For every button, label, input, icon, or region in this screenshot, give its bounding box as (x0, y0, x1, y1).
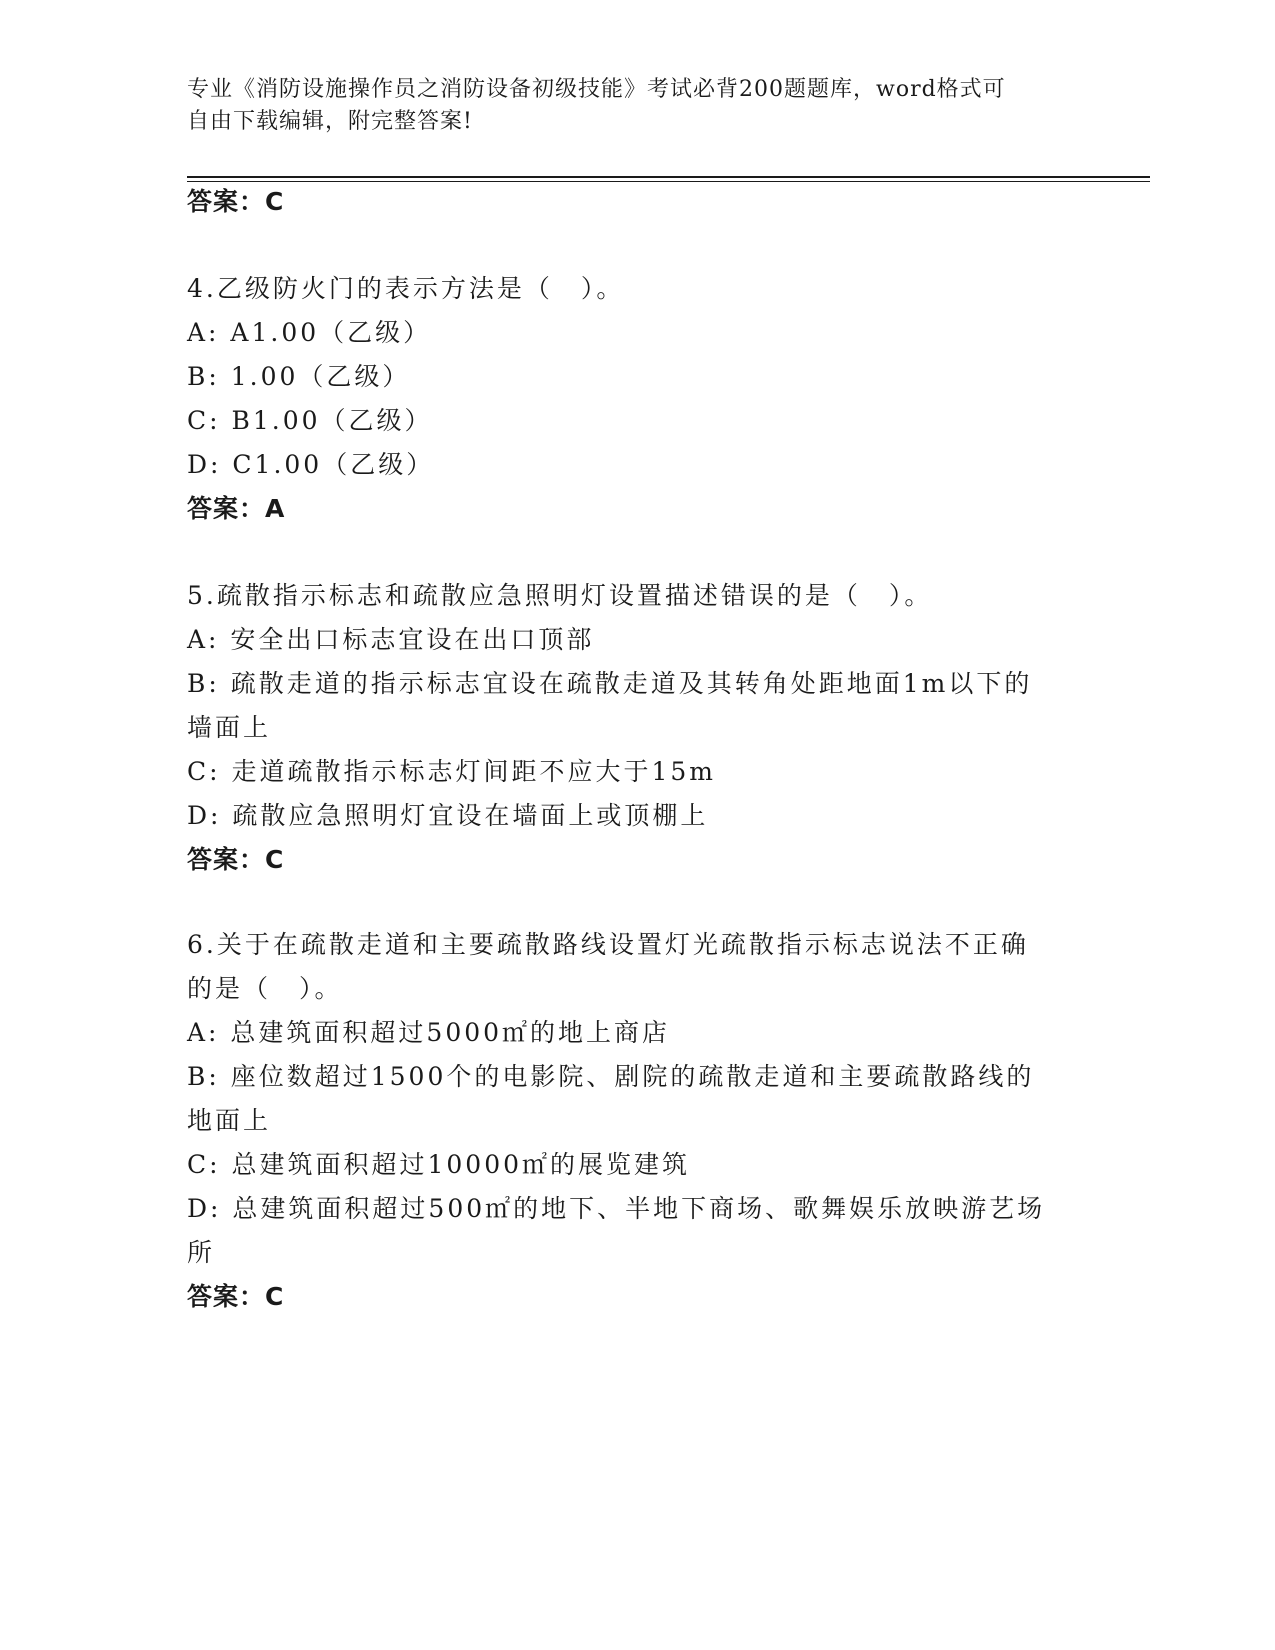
question-6-option-d: D: 总建筑面积超过500㎡的地下、半地下商场、歌舞娱乐放映游艺场 (187, 1194, 1046, 1223)
question-6-stem-continued: 的是（ ）。 (187, 974, 343, 1003)
question-5-stem: 5.疏散指示标志和疏散应急照明灯设置描述错误的是（ ）。 (187, 581, 933, 610)
question-6-answer: 答案：C (187, 1282, 285, 1311)
question-5-option-b-continued: 墙面上 (187, 713, 272, 742)
question-5-option-c: C: 走道疏散指示标志灯间距不应大于15m (187, 757, 717, 786)
question-6-option-b-continued: 地面上 (187, 1106, 272, 1135)
previous-answer: 答案：C (187, 187, 285, 216)
header-divider-thick (187, 176, 1150, 178)
question-6-option-b: B: 座位数超过1500个的电影院、剧院的疏散走道和主要疏散路线的 (187, 1062, 1035, 1091)
question-4-option-a: A: A1.00（乙级） (187, 318, 432, 347)
question-4-stem: 4.乙级防火门的表示方法是（ ）。 (187, 274, 625, 303)
question-6-stem: 6.关于在疏散走道和主要疏散路线设置灯光疏散指示标志说法不正确 (187, 930, 1029, 959)
question-5-answer: 答案：C (187, 845, 285, 874)
question-4-answer: 答案：A (187, 494, 286, 523)
document-header (187, 74, 1067, 138)
question-6-option-c: C: 总建筑面积超过10000㎡的展览建筑 (187, 1150, 691, 1179)
question-4-option-c: C: B1.00（乙级） (187, 406, 433, 435)
question-6-option-a: A: 总建筑面积超过5000㎡的地上商店 (187, 1018, 671, 1047)
header-line-1: 专业《消防设施操作员之消防设备初级技能》考试必背200题题库，word格式可 (187, 77, 1006, 102)
header-line-2: 自由下载编辑，附完整答案! (187, 109, 473, 134)
question-4-option-b: B: 1.00（乙级） (187, 362, 411, 391)
question-5-option-a: A: 安全出口标志宜设在出口顶部 (187, 625, 595, 654)
question-5-option-b: B: 疏散走道的指示标志宜设在疏散走道及其转角处距地面1m以下的 (187, 669, 1033, 698)
question-6-option-d-continued: 所 (187, 1238, 216, 1267)
question-4-option-d: D: C1.00（乙级） (187, 450, 435, 479)
question-5-option-d: D: 疏散应急照明灯宜设在墙面上或顶棚上 (187, 801, 709, 830)
header-divider-thin (187, 181, 1150, 182)
